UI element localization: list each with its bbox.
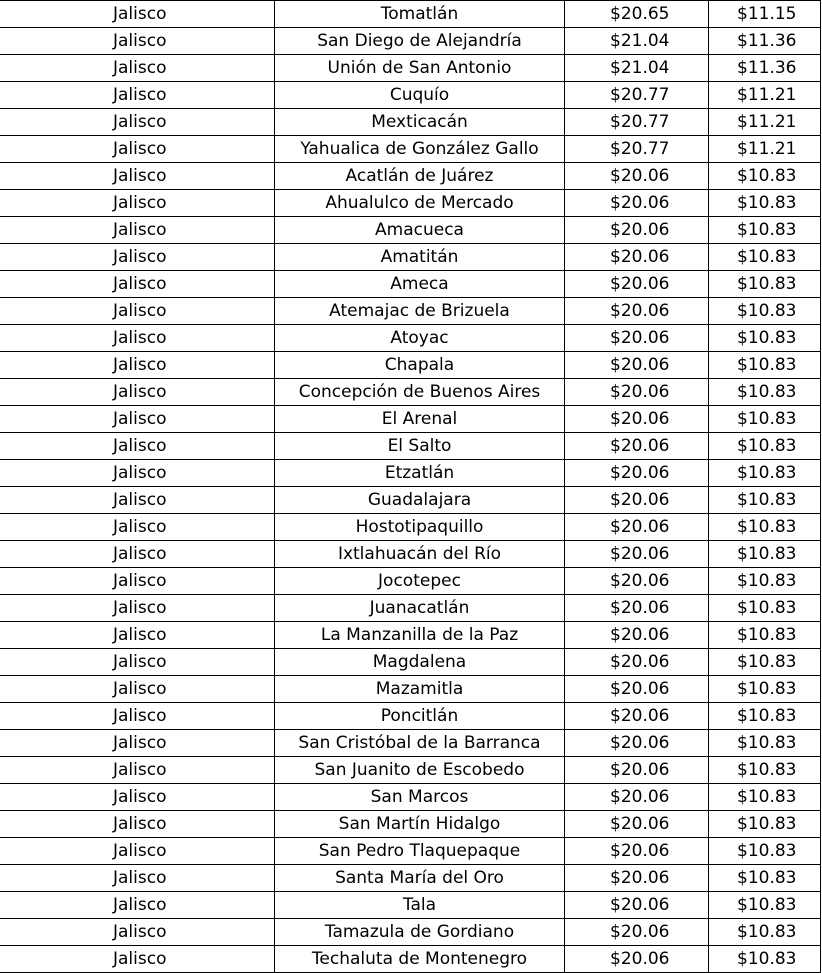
state-cell[interactable]: Jalisco — [0, 919, 275, 946]
state-cell[interactable]: Jalisco — [0, 730, 275, 757]
wage-b-cell[interactable]: $10.83 — [709, 379, 821, 406]
table-row — [0, 82, 821, 109]
state-cell[interactable]: Jalisco — [0, 460, 275, 487]
table-row — [0, 514, 821, 541]
table-row — [0, 730, 821, 757]
wage-b-cell[interactable]: $11.36 — [709, 28, 821, 55]
state-cell[interactable]: Jalisco — [0, 595, 275, 622]
table-row — [0, 190, 821, 217]
table-row — [0, 568, 821, 595]
table-row — [0, 784, 821, 811]
wage-b-cell[interactable]: $10.83 — [709, 595, 821, 622]
state-cell[interactable]: Jalisco — [0, 433, 275, 460]
table-row — [0, 919, 821, 946]
table-row — [0, 892, 821, 919]
wage-a-cell[interactable]: $20.06 — [565, 190, 709, 217]
wage-a-cell[interactable]: $20.06 — [565, 541, 709, 568]
municipality-cell[interactable]: Hostotipaquillo — [275, 514, 565, 541]
table-row — [0, 433, 821, 460]
table-row — [0, 595, 821, 622]
state-cell[interactable]: Jalisco — [0, 271, 275, 298]
municipality-cell[interactable]: Yahualica de González Gallo — [275, 136, 565, 163]
state-cell[interactable]: Jalisco — [0, 541, 275, 568]
municipality-cell[interactable]: Santa María del Oro — [275, 865, 565, 892]
wage-a-cell[interactable]: $20.06 — [565, 892, 709, 919]
municipality-cell[interactable]: Tomatlán — [275, 1, 565, 28]
wage-a-cell[interactable]: $20.06 — [565, 757, 709, 784]
table-row — [0, 379, 821, 406]
state-cell[interactable]: Jalisco — [0, 82, 275, 109]
wage-b-cell[interactable]: $10.83 — [709, 433, 821, 460]
wage-b-cell[interactable]: $10.83 — [709, 757, 821, 784]
table-row — [0, 325, 821, 352]
municipality-cell[interactable]: El Arenal — [275, 406, 565, 433]
municipality-cell[interactable]: San Martín Hidalgo — [275, 811, 565, 838]
wage-a-cell[interactable]: $20.06 — [565, 946, 709, 973]
wage-a-cell[interactable]: $20.77 — [565, 136, 709, 163]
wage-a-cell[interactable]: $20.06 — [565, 595, 709, 622]
municipality-cell[interactable]: Etzatlán — [275, 460, 565, 487]
wage-b-cell[interactable]: $10.83 — [709, 730, 821, 757]
wage-a-cell[interactable]: $20.06 — [565, 784, 709, 811]
state-cell[interactable]: Jalisco — [0, 784, 275, 811]
table-row — [0, 865, 821, 892]
municipality-cell[interactable]: San Diego de Alejandría — [275, 28, 565, 55]
state-cell[interactable]: Jalisco — [0, 676, 275, 703]
wage-b-cell[interactable]: $10.83 — [709, 892, 821, 919]
municipality-cell[interactable]: Jocotepec — [275, 568, 565, 595]
state-cell[interactable]: Jalisco — [0, 892, 275, 919]
wage-a-cell[interactable]: $20.06 — [565, 622, 709, 649]
state-cell[interactable]: Jalisco — [0, 487, 275, 514]
municipality-cell[interactable]: Amatitán — [275, 244, 565, 271]
municipality-cell[interactable]: San Pedro Tlaquepaque — [275, 838, 565, 865]
wage-a-cell[interactable]: $20.06 — [565, 325, 709, 352]
state-cell[interactable]: Jalisco — [0, 406, 275, 433]
wage-a-cell[interactable]: $20.06 — [565, 838, 709, 865]
table-row — [0, 757, 821, 784]
table-row — [0, 541, 821, 568]
wage-b-cell[interactable]: $10.83 — [709, 784, 821, 811]
wage-b-cell[interactable]: $10.83 — [709, 703, 821, 730]
state-cell[interactable]: Jalisco — [0, 514, 275, 541]
wage-a-cell[interactable]: $20.06 — [565, 271, 709, 298]
wage-a-cell[interactable]: $20.77 — [565, 82, 709, 109]
table-row — [0, 55, 821, 82]
wage-a-cell[interactable]: $21.04 — [565, 28, 709, 55]
table-row — [0, 298, 821, 325]
municipality-cell[interactable]: Amacueca — [275, 217, 565, 244]
state-cell[interactable]: Jalisco — [0, 28, 275, 55]
wage-b-cell[interactable]: $10.83 — [709, 352, 821, 379]
wage-b-cell[interactable]: $11.15 — [709, 1, 821, 28]
municipality-cell[interactable]: Tamazula de Gordiano — [275, 919, 565, 946]
state-cell[interactable]: Jalisco — [0, 649, 275, 676]
wage-a-cell[interactable]: $20.06 — [565, 919, 709, 946]
wage-b-cell[interactable]: $10.83 — [709, 811, 821, 838]
state-cell[interactable]: Jalisco — [0, 1, 275, 28]
wage-a-cell[interactable]: $20.06 — [565, 865, 709, 892]
municipality-cell[interactable]: Techaluta de Montenegro — [275, 946, 565, 973]
table-row — [0, 163, 821, 190]
state-cell[interactable]: Jalisco — [0, 325, 275, 352]
wage-b-cell[interactable]: $10.83 — [709, 946, 821, 973]
state-cell[interactable]: Jalisco — [0, 190, 275, 217]
state-cell[interactable]: Jalisco — [0, 163, 275, 190]
state-cell[interactable]: Jalisco — [0, 622, 275, 649]
wage-b-cell[interactable]: $10.83 — [709, 325, 821, 352]
state-cell[interactable]: Jalisco — [0, 109, 275, 136]
table-body — [0, 1, 821, 973]
state-cell[interactable]: Jalisco — [0, 946, 275, 973]
wage-a-cell[interactable]: $20.06 — [565, 433, 709, 460]
municipality-cell[interactable]: Poncitlán — [275, 703, 565, 730]
wage-a-cell[interactable]: $20.06 — [565, 217, 709, 244]
wage-b-cell[interactable]: $10.83 — [709, 649, 821, 676]
wage-a-cell[interactable]: $20.65 — [565, 1, 709, 28]
wage-a-cell[interactable]: $20.06 — [565, 379, 709, 406]
table-row — [0, 28, 821, 55]
wage-b-cell[interactable]: $10.83 — [709, 865, 821, 892]
table-row — [0, 622, 821, 649]
state-cell[interactable]: Jalisco — [0, 55, 275, 82]
state-cell[interactable]: Jalisco — [0, 217, 275, 244]
table-row — [0, 352, 821, 379]
table-row — [0, 946, 821, 973]
municipality-cell[interactable]: El Salto — [275, 433, 565, 460]
wage-a-cell[interactable]: $20.06 — [565, 298, 709, 325]
table-row — [0, 136, 821, 163]
table-row — [0, 487, 821, 514]
wage-b-cell[interactable]: $10.83 — [709, 487, 821, 514]
wage-b-cell[interactable]: $11.36 — [709, 55, 821, 82]
wage-b-cell[interactable]: $10.83 — [709, 838, 821, 865]
wage-b-cell[interactable]: $10.83 — [709, 190, 821, 217]
wage-b-cell[interactable]: $10.83 — [709, 622, 821, 649]
municipality-cell[interactable]: Ixtlahuacán del Río — [275, 541, 565, 568]
state-cell[interactable]: Jalisco — [0, 379, 275, 406]
wage-b-cell[interactable]: $10.83 — [709, 568, 821, 595]
table-row — [0, 406, 821, 433]
wage-b-cell[interactable]: $10.83 — [709, 676, 821, 703]
wage-a-cell[interactable]: $20.06 — [565, 460, 709, 487]
wage-b-cell[interactable]: $11.21 — [709, 136, 821, 163]
wage-b-cell[interactable]: $10.83 — [709, 298, 821, 325]
table-row — [0, 217, 821, 244]
municipality-cell[interactable]: Chapala — [275, 352, 565, 379]
wage-b-cell[interactable]: $10.83 — [709, 514, 821, 541]
wage-a-cell[interactable]: $20.06 — [565, 676, 709, 703]
state-cell[interactable]: Jalisco — [0, 352, 275, 379]
municipality-cell[interactable]: Magdalena — [275, 649, 565, 676]
wage-a-cell[interactable]: $20.06 — [565, 352, 709, 379]
wage-b-cell[interactable]: $10.83 — [709, 217, 821, 244]
wage-a-cell[interactable]: $20.06 — [565, 487, 709, 514]
wage-b-cell[interactable]: $10.83 — [709, 460, 821, 487]
table-row — [0, 109, 821, 136]
table-row — [0, 838, 821, 865]
wage-a-cell[interactable]: $21.04 — [565, 55, 709, 82]
wage-b-cell[interactable]: $10.83 — [709, 244, 821, 271]
wage-a-cell[interactable]: $20.06 — [565, 514, 709, 541]
municipality-cell[interactable]: Unión de San Antonio — [275, 55, 565, 82]
municipality-cell[interactable]: Cuquío — [275, 82, 565, 109]
municipality-cell[interactable]: Ameca — [275, 271, 565, 298]
state-cell[interactable]: Jalisco — [0, 811, 275, 838]
wage-a-cell[interactable]: $20.06 — [565, 244, 709, 271]
wage-b-cell[interactable]: $10.83 — [709, 163, 821, 190]
wage-b-cell[interactable]: $11.21 — [709, 109, 821, 136]
municipality-cell[interactable]: Acatlán de Juárez — [275, 163, 565, 190]
wage-b-cell[interactable]: $10.83 — [709, 271, 821, 298]
wage-b-cell[interactable]: $11.21 — [709, 82, 821, 109]
wage-a-cell[interactable]: $20.06 — [565, 730, 709, 757]
municipality-cell[interactable]: Mexticacán — [275, 109, 565, 136]
state-cell[interactable]: Jalisco — [0, 568, 275, 595]
state-cell[interactable]: Jalisco — [0, 757, 275, 784]
municipality-cell[interactable]: Mazamitla — [275, 676, 565, 703]
state-cell[interactable]: Jalisco — [0, 136, 275, 163]
wage-b-cell[interactable]: $10.83 — [709, 406, 821, 433]
municipality-cell[interactable]: San Juanito de Escobedo — [275, 757, 565, 784]
municipality-cell[interactable]: Guadalajara — [275, 487, 565, 514]
table-row — [0, 676, 821, 703]
municipality-cell[interactable]: Atemajac de Brizuela — [275, 298, 565, 325]
wage-a-cell[interactable]: $20.06 — [565, 703, 709, 730]
municipality-cell[interactable]: Concepción de Buenos Aires — [275, 379, 565, 406]
state-cell[interactable]: Jalisco — [0, 865, 275, 892]
municipality-cell[interactable]: Ahualulco de Mercado — [275, 190, 565, 217]
table-row — [0, 460, 821, 487]
state-cell[interactable]: Jalisco — [0, 838, 275, 865]
wage-a-cell[interactable]: $20.06 — [565, 568, 709, 595]
table-row — [0, 1, 821, 28]
state-cell[interactable]: Jalisco — [0, 298, 275, 325]
table-row — [0, 703, 821, 730]
state-cell[interactable]: Jalisco — [0, 244, 275, 271]
municipality-cell[interactable]: Juanacatlán — [275, 595, 565, 622]
wage-a-cell[interactable]: $20.06 — [565, 649, 709, 676]
state-cell[interactable]: Jalisco — [0, 703, 275, 730]
wage-a-cell[interactable]: $20.06 — [565, 811, 709, 838]
municipality-cell[interactable]: Tala — [275, 892, 565, 919]
municipality-cell[interactable]: San Cristóbal de la Barranca — [275, 730, 565, 757]
table-row — [0, 244, 821, 271]
wage-a-cell[interactable]: $20.06 — [565, 163, 709, 190]
wage-b-cell[interactable]: $10.83 — [709, 541, 821, 568]
municipality-cell[interactable]: Atoyac — [275, 325, 565, 352]
table-row — [0, 649, 821, 676]
table-row — [0, 811, 821, 838]
wage-b-cell[interactable]: $10.83 — [709, 919, 821, 946]
wage-a-cell[interactable]: $20.06 — [565, 406, 709, 433]
municipality-cell[interactable]: La Manzanilla de la Paz — [275, 622, 565, 649]
table-row — [0, 271, 821, 298]
municipality-cell[interactable]: San Marcos — [275, 784, 565, 811]
wage-a-cell[interactable]: $20.77 — [565, 109, 709, 136]
